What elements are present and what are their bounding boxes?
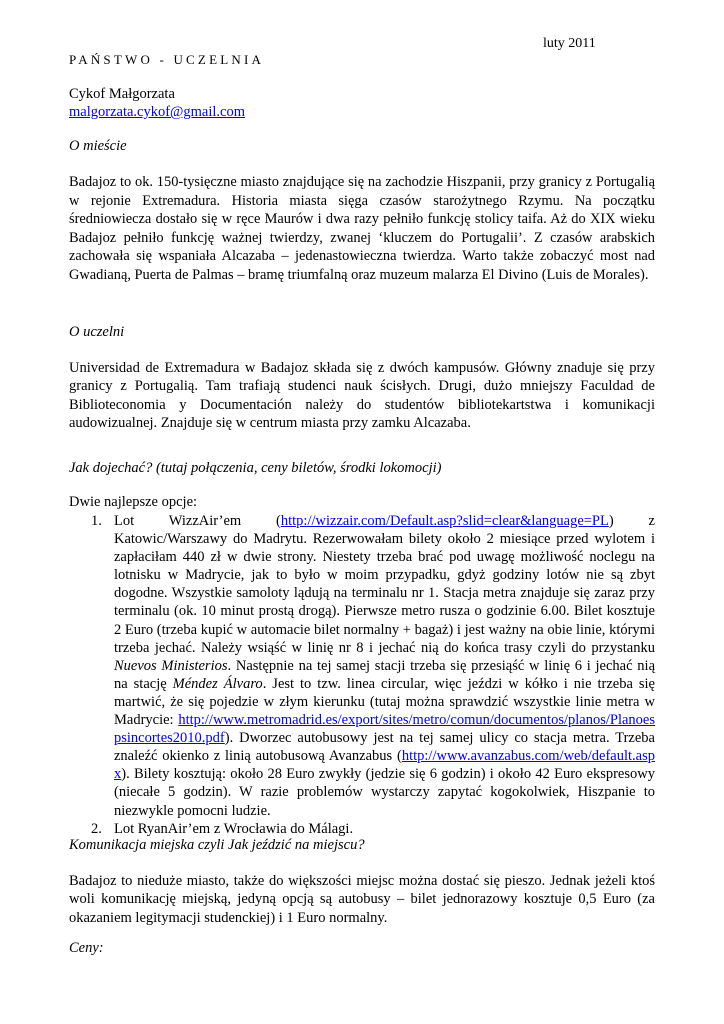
author-name: Cykof Małgorzata [69, 86, 175, 102]
item-text: . Następnie na tej samej stacji trzeba się przesiąść w linię 6 i jechać nią na stację [114, 657, 656, 692]
metro-map-link[interactable]: http://www.metromadrid.es/export/sites/metro/comun/documentos/planos/Planoespsincortes2010.pdf [114, 712, 655, 747]
list-item [69, 820, 655, 838]
list-item [69, 512, 655, 820]
avanzabus-link[interactable]: http://www.avanzabus.com/web/default.aspx [114, 748, 655, 783]
item-text: . Jest to tzw. linea circular, więc jeździ w kółko i nie trzeba się martwić, że się pojedzie w złym kierunku (tutaj można sprawdzić wszystkie linie metra w Madrycie: [114, 675, 655, 729]
local-transport-paragraph: Badajoz to nieduże miasto, także do większości miejsc można dostać się pieszo. Jednak jeżeli ktoś woli komunikację miejską, jedyną opcją są autobusy – bilet jednorazowy kosztuje 0,5 Euro (za okazaniem legitymacji studenckiej) i 1 Euro normalny. [69, 873, 655, 926]
item-text: Lot WizzAir’em ( [114, 513, 281, 529]
station-name: Nuevos Ministerios [114, 657, 228, 674]
author-email-link[interactable]: malgorzata.cykof@gmail.com [69, 104, 246, 120]
station-name: Méndez Álvaro [172, 675, 263, 692]
item-text: Lot RyanAir’em z Wrocławia do Málagi. [114, 820, 354, 837]
travel-intro: Dwie najlepsze opcje: [69, 494, 198, 510]
city-heading: O mieście [69, 138, 127, 154]
document-date: luty 2011 [543, 36, 596, 51]
item-text: ). Dworzec autobusowy jest na tej samej ulicy co stacja metra. Trzeba znaleźć okienko z linią autobusową Avanzabus ( [114, 730, 655, 765]
local-transport-heading: Komunikacja miejska czyli Jak jeździć na miejscu? [69, 837, 365, 853]
document-header: PAŃSTWO - UCZELNIA [69, 52, 265, 67]
item-text: ). Bilety kosztują: około 28 Euro zwykły (jedzie się 6 godzin) i około 42 Euro ekspresowy (niecałe 5 godzin). W razie problemów wystarczy zapytać kogokolwiek, Hiszpanie to niezwykle pomocni ludzie. [114, 766, 655, 819]
wizzair-link[interactable]: http://wizzair.com/Default.asp?slid=clear&language=PL [280, 513, 609, 529]
travel-options-list [69, 512, 655, 838]
prices-heading: Ceny: [69, 940, 104, 956]
travel-heading: Jak dojechać? (tutaj połączenia, ceny biletów, środki lokomocji) [69, 460, 442, 476]
university-paragraph: Universidad de Extremadura w Badajoz składa się z dwóch kampusów. Główny znaduje się przy granicy z Portugalią. Tam trafiają studenci nauk ścisłych. Drugi, dużo mniejszy Faculdad de Biblioteconomia y Documentación należy do studentów bibliotekartstwa i komunikacji audowizualnej. Znajduje się w centrum miasta przy zamku Alcazaba. [69, 360, 655, 431]
list-number: 2. [91, 820, 102, 837]
city-paragraph: Badajoz to ok. 150-tysięczne miasto znajdujące się na zachodzie Hiszpanii, przy granicy z Portugalią w rejonie Extremadura. Historia miasta sięga czasów starożytnego Rzymu. Na początku średniowiecza dostało się w ręce Maurów i dwa razy pełniło funkcję stolicy taifa. Aż do XIX wieku Badajoz pełniło funkcję ważnej twierdzy, zwanej ‘kluczem do Portugalii’. Z czasów arabskich zachowała się wspaniała Alcazaba – jedenastowieczna twierdza. Warto także zobaczyć most nad Gwadianą, Puerta de Palmas – bramę triumfalną oraz muzeum malarza El Divino (Luis de Morales). [69, 174, 655, 283]
item-text: ) z Katowic/Warszawy do Madrytu. Rezerwowałam bilety około 2 miesiące przed wylotem i zapłaciłam 440 zł w dwie strony. Niestety trzeba brać pod uwagę możliwość noclegu na lotnisku w Madrycie, jak to było w moim przypadku, gdyż godziny lotów nie są zbyt dogodne. Wszystkie samoloty lądują na terminalu nr 1. Stacja metra znajduje się zaraz przy terminalu (ok. 10 minut prostą drogą). Pierwsze metro rusza o godzinie 6.00. Bilet kosztuje 2 Euro (trzeba kupić w automacie bilet normalny + bagaż) i jest ważny na obie linie, którymi trzeba jechać. Należy wsiąść w linię nr 8 i jechać nią do końca trasy czyli do przystanku [114, 513, 655, 656]
university-heading: O uczelni [69, 324, 125, 340]
list-number: 1. [91, 513, 102, 529]
